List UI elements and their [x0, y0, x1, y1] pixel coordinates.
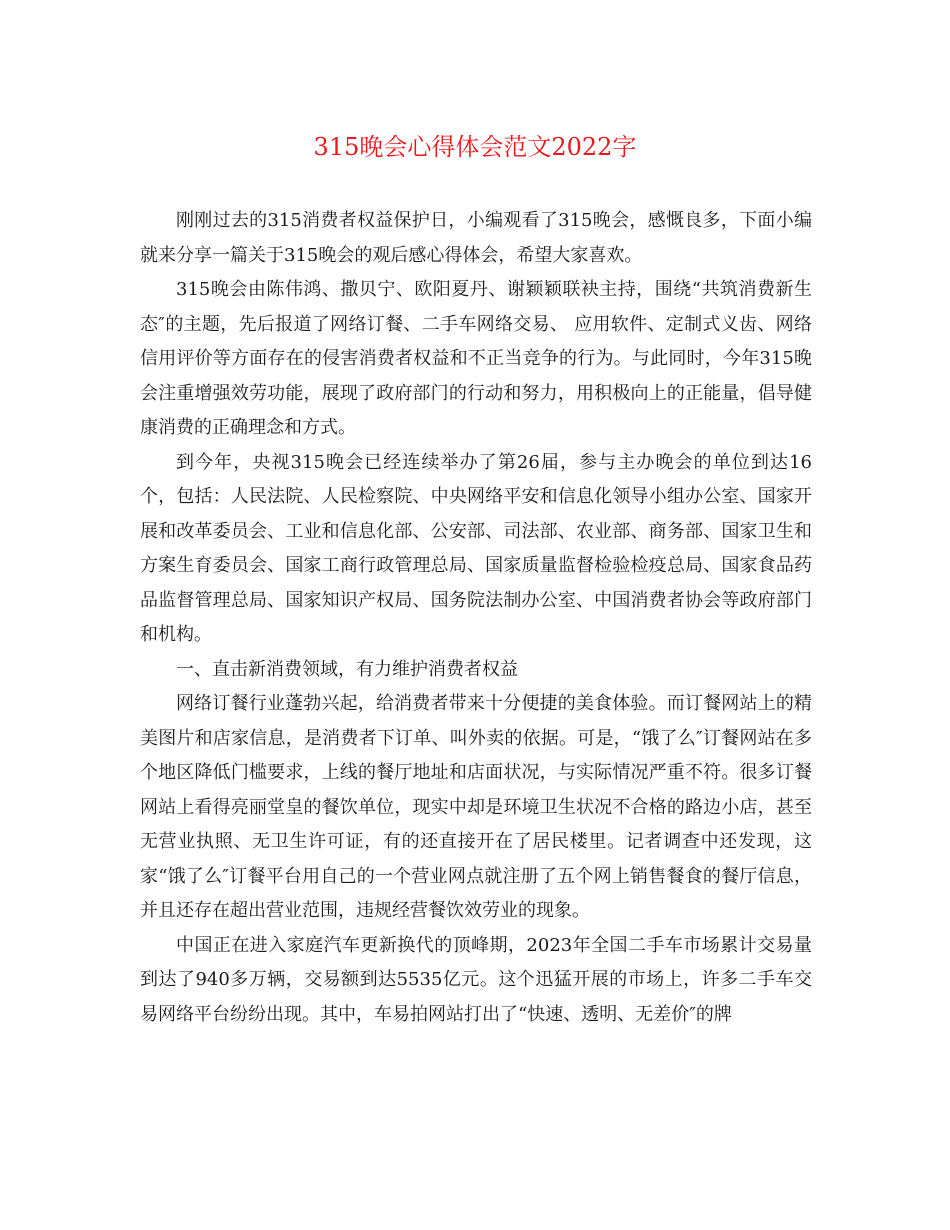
- paragraph-intro: 刚刚过去的315消费者权益保护日，小编观看了315晚会，感慨良多，下面小编就来分享一篇关于315晚会的观后感心得体会，希望大家喜欢。: [140, 210, 812, 266]
- paragraph-hosts: 315晚会由陈伟鸿、撒贝宁、欧阳夏丹、谢颖颖联袂主持，围绕“共筑消费新生态″的主题，先后报道了网络订餐、二手车网络交易、 应用软件、定制式义齿、网络信用评价等方面存在的侵害消费者权益和不正当竞争的行为。与此同时，今年315晚会注重增强效劳功能，展现了政府部门的行动和努力，用积极向上的正能量，倡导健康消费的正确理念和方式。: [140, 279, 812, 438]
- paragraph-used-cars: 中国正在进入家庭汽车更新换代的顶峰期，2023年全国二手车市场累计交易量到达了940多万辆，交易额到达5535亿元。这个迅猛开展的市场上，许多二手车交易网络平台纷纷出现。其中，车易拍网站打出了“快速、透明、无差价″的牌: [140, 934, 812, 1025]
- document-title: 315晚会心得体会范文2022字: [313, 133, 637, 161]
- document-body: [140, 204, 812, 1032]
- paragraph-online-ordering: 网络订餐行业蓬勃兴起，给消费者带来十分便捷的美食体验。而订餐网站上的精美图片和店家信息，是消费者下订单、叫外卖的依据。可是，“饿了么″订餐网站在多个地区降低门槛要求，上线的餐厅地址和店面状况，与实际情况严重不符。很多订餐网站上看得亮丽堂皇的餐饮单位，现实中却是环境卫生状况不合格的路边小店，甚至无营业执照、无卫生许可证，有的还直接开在了居民楼里。记者调查中还发现，这家“饿了么″订餐平台用自己的一个营业网点就注册了五个网上销售餐食的餐厅信息，并且还存在超出营业范围，违规经营餐饮效劳业的现象。: [140, 693, 812, 921]
- paragraph-organizers: 到今年，央视315晚会已经连续举办了第26届，参与主办晚会的单位到达16个，包括：人民法院、人民检察院、中央网络平安和信息化领导小组办公室、国家开展和改革委员会、工业和信息化部、公安部、司法部、农业部、商务部、国家卫生和方案生育委员会、国家工商行政管理总局、国家质量监督检验检疫总局、国家食品药品监督管理总局、国家知识产权局、国务院法制办公室、中国消费者协会等政府部门和机构。: [140, 451, 812, 645]
- section-heading: 一、直击新消费领域，有力维护消费者权益: [176, 658, 518, 680]
